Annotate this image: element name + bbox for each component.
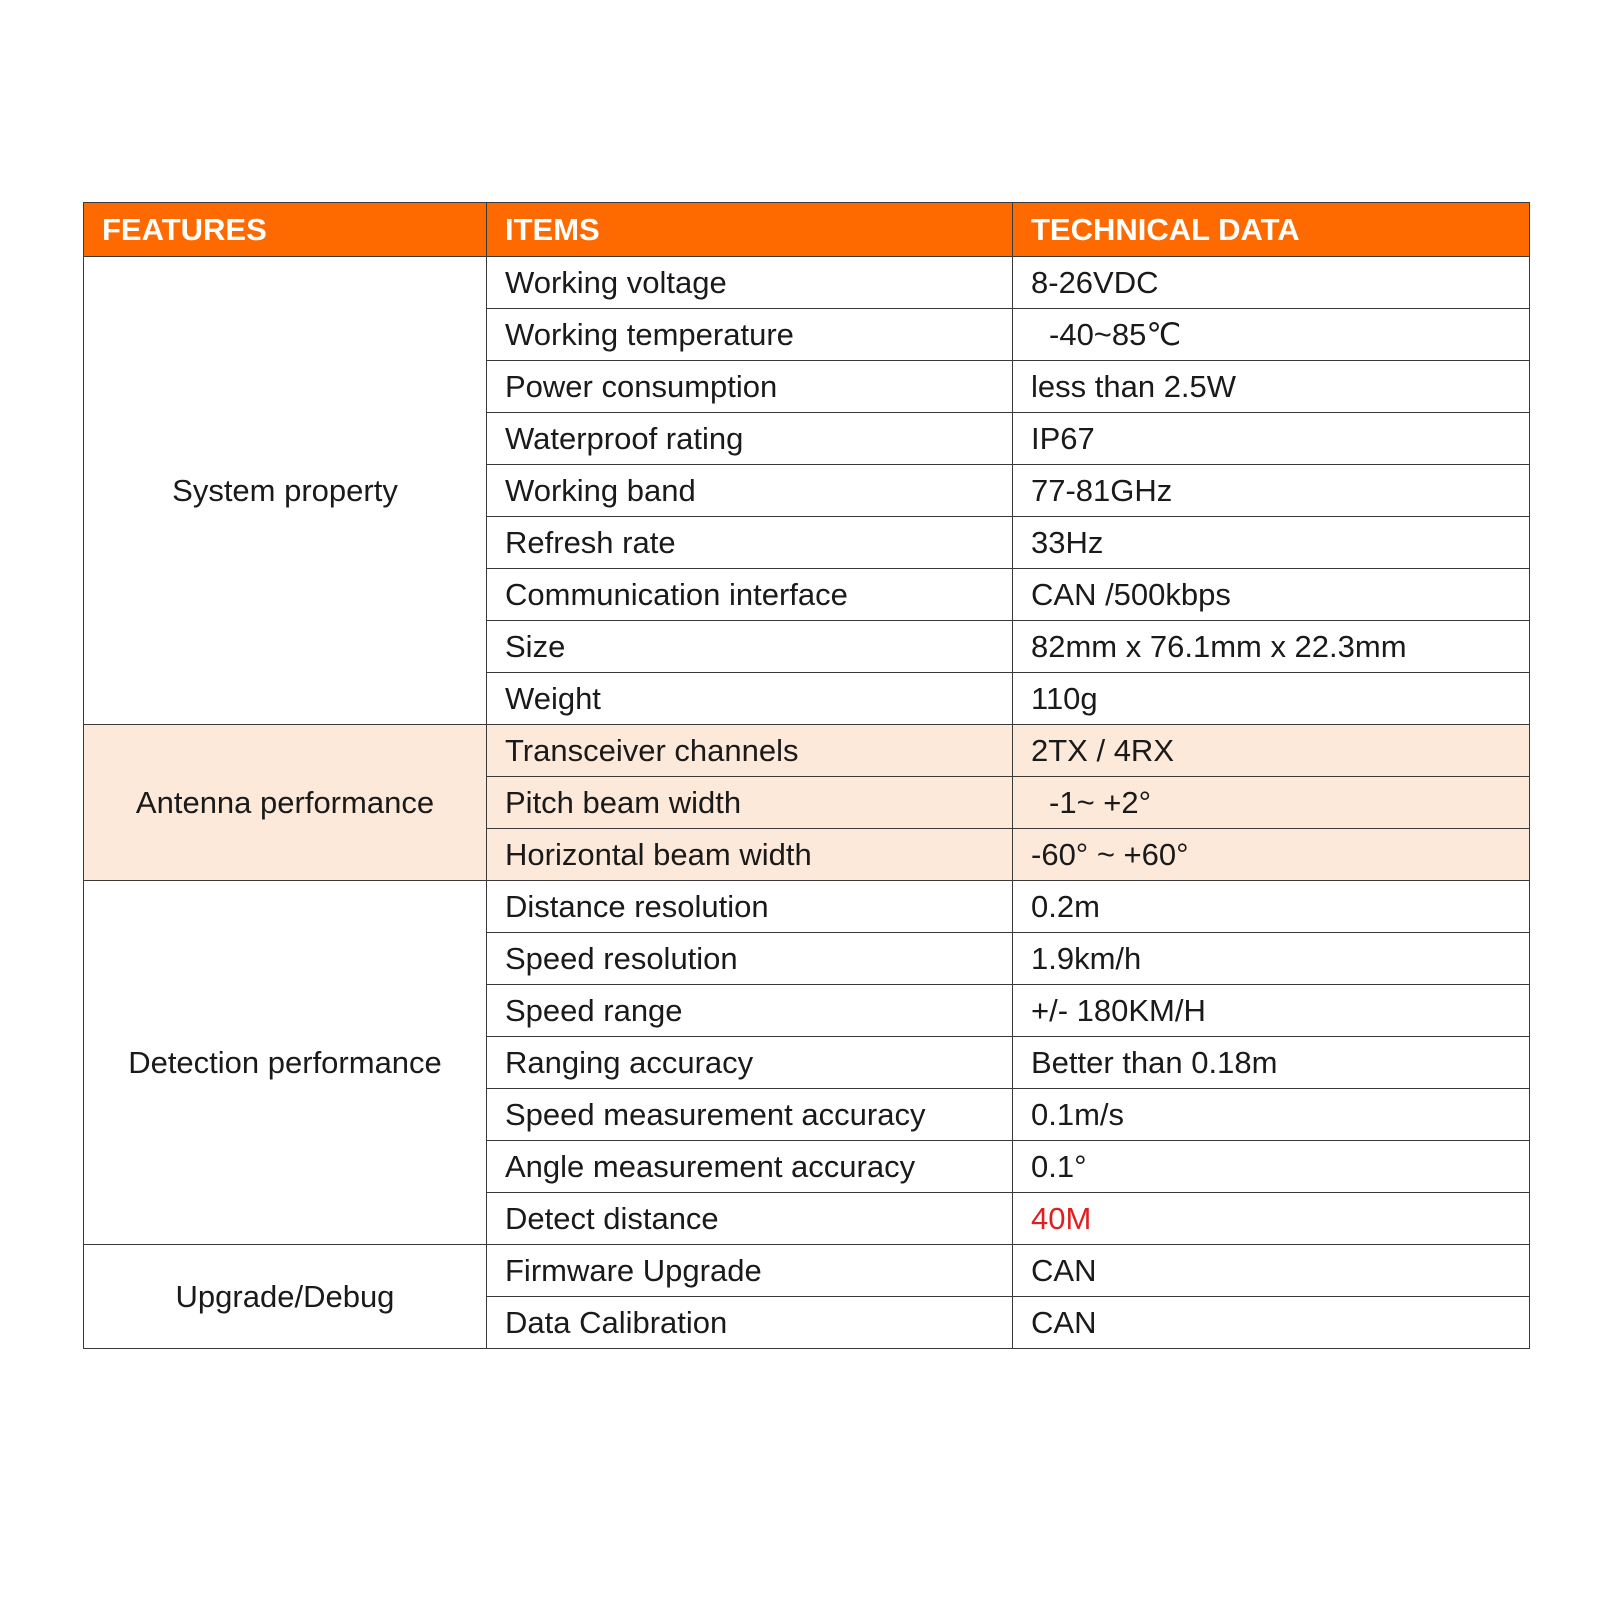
item-cell: Horizontal beam width bbox=[487, 829, 1013, 881]
item-cell: Power consumption bbox=[487, 361, 1013, 413]
item-cell: Waterproof rating bbox=[487, 413, 1013, 465]
detect-distance-value: 40M bbox=[1013, 1193, 1530, 1245]
value-cell: -40~85℃ bbox=[1013, 309, 1530, 361]
item-cell: Refresh rate bbox=[487, 517, 1013, 569]
value-cell: 33Hz bbox=[1013, 517, 1530, 569]
value-cell: -1~ +2° bbox=[1013, 777, 1530, 829]
table-row bbox=[84, 725, 1530, 777]
item-cell: Weight bbox=[487, 673, 1013, 725]
item-cell: Size bbox=[487, 621, 1013, 673]
value-cell: 0.1° bbox=[1013, 1141, 1530, 1193]
item-cell: Data Calibration bbox=[487, 1297, 1013, 1349]
value-cell: 77-81GHz bbox=[1013, 465, 1530, 517]
table-row bbox=[84, 881, 1530, 933]
table-row bbox=[84, 1245, 1530, 1297]
item-cell: Pitch beam width bbox=[487, 777, 1013, 829]
item-cell: Working temperature bbox=[487, 309, 1013, 361]
value-cell: CAN bbox=[1013, 1245, 1530, 1297]
value-cell: +/- 180KM/H bbox=[1013, 985, 1530, 1037]
item-cell: Ranging accuracy bbox=[487, 1037, 1013, 1089]
value-cell: 82mm x 76.1mm x 22.3mm bbox=[1013, 621, 1530, 673]
spec-table bbox=[83, 202, 1530, 1349]
item-cell: Speed measurement accuracy bbox=[487, 1089, 1013, 1141]
table-row bbox=[84, 257, 1530, 309]
header-features: FEATURES bbox=[84, 203, 487, 257]
feature-antenna-performance: Antenna performance bbox=[84, 725, 487, 881]
value-cell: 0.1m/s bbox=[1013, 1089, 1530, 1141]
value-cell: 8-26VDC bbox=[1013, 257, 1530, 309]
value-cell: 1.9km/h bbox=[1013, 933, 1530, 985]
header-row bbox=[84, 203, 1530, 257]
header-technical-data: TECHNICAL DATA bbox=[1013, 203, 1530, 257]
item-cell: Detect distance bbox=[487, 1193, 1013, 1245]
value-cell: 110g bbox=[1013, 673, 1530, 725]
value-cell: 0.2m bbox=[1013, 881, 1530, 933]
item-cell: Firmware Upgrade bbox=[487, 1245, 1013, 1297]
value-cell: less than 2.5W bbox=[1013, 361, 1530, 413]
item-cell: Distance resolution bbox=[487, 881, 1013, 933]
feature-upgrade-debug: Upgrade/Debug bbox=[84, 1245, 487, 1349]
value-cell: Better than 0.18m bbox=[1013, 1037, 1530, 1089]
item-cell: Speed range bbox=[487, 985, 1013, 1037]
value-cell: CAN bbox=[1013, 1297, 1530, 1349]
item-cell: Transceiver channels bbox=[487, 725, 1013, 777]
item-cell: Angle measurement accuracy bbox=[487, 1141, 1013, 1193]
value-cell: IP67 bbox=[1013, 413, 1530, 465]
item-cell: Speed resolution bbox=[487, 933, 1013, 985]
feature-detection-performance: Detection performance bbox=[84, 881, 487, 1245]
item-cell: Communication interface bbox=[487, 569, 1013, 621]
header-items: ITEMS bbox=[487, 203, 1013, 257]
item-cell: Working band bbox=[487, 465, 1013, 517]
value-cell: CAN /500kbps bbox=[1013, 569, 1530, 621]
item-cell: Working voltage bbox=[487, 257, 1013, 309]
value-cell: -60° ~ +60° bbox=[1013, 829, 1530, 881]
value-cell: 2TX / 4RX bbox=[1013, 725, 1530, 777]
feature-system-property: System property bbox=[84, 257, 487, 725]
